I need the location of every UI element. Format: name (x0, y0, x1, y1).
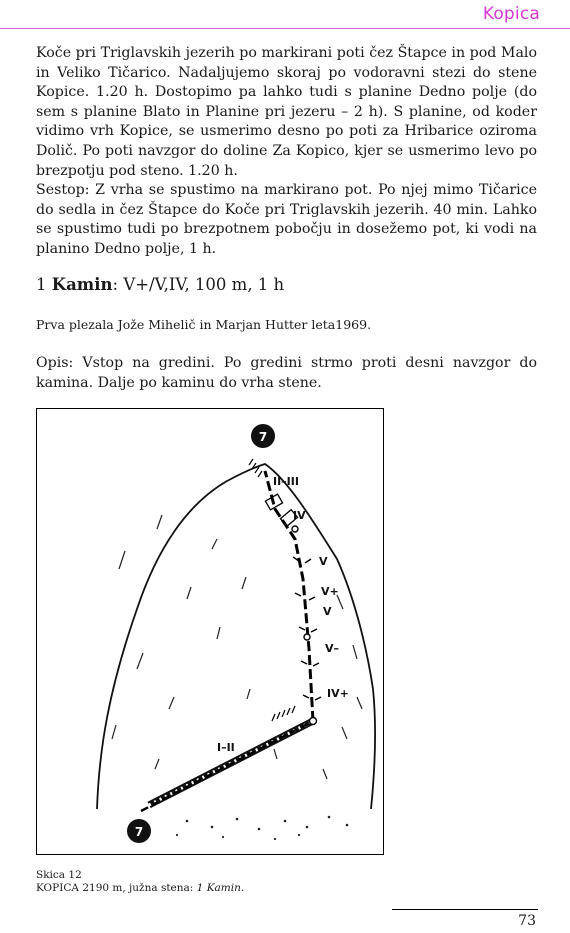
first-ascent-note: Prva plezala Jože Mihelič in Marjan Hutter leta1969. (36, 317, 372, 332)
route-details: : V+/V,IV, 100 m, 1 h (112, 275, 285, 294)
header-rule (0, 28, 570, 29)
grade-label: IV+ (327, 687, 349, 700)
start-marker-label: 7 (134, 825, 144, 839)
approach-paragraph: Koče pri Triglavskih jezerih po markirani poti čez Štapce in pod Malo in Veliko Tičarico. Nadaljujemo skoraj po vodoravni stezi do stene Kopice. 1.20 h. Dostopimo pa lahko tudi s planine Dedno polje (do sem s planine Blato in Planine pri jezeru – 2 h). S planine, od koder vidimo vrh Kopice, se usmerimo desno po poti za Hribarice oziroma Dolič. Po poti navzgor do doline Za Kopico, kjer se usmerimo levo po brezpotju pod steno. 1.20 h. (36, 45, 537, 179)
footer-rule (392, 909, 538, 910)
grade-label: II–III (273, 475, 299, 488)
grade-label: V (323, 605, 332, 618)
caption-line-1: Skica 12 (36, 869, 82, 881)
route-number: 1 (36, 275, 47, 294)
figure-caption (36, 869, 244, 895)
grade-label: V+ (321, 585, 339, 598)
page-header-title: Kopica (482, 4, 540, 24)
scree-dots (176, 816, 348, 840)
summit-marker-label: 7 (258, 430, 268, 444)
route-name: Kamin (51, 275, 113, 294)
route-heading (36, 275, 284, 294)
descent-paragraph: Sestop: Z vrha se spustimo na markirano pot. Po njej mimo Tičarice do sedla in čez Štapce do Koče pri Triglavskih jezerih. 40 min. Lahko se spustimo tudi po brezpotnem pobočju in dosežemo pot, ki vodi na planino Dedno polje, 1 h. (36, 182, 537, 257)
grade-label: I–II (217, 741, 235, 754)
topo-sketch (36, 408, 384, 855)
grade-label: IV (293, 509, 306, 522)
summit-marker (251, 424, 275, 448)
route-description: Opis: Vstop na gredini. Po gredini strmo proti desni navzgor do kamina. Dalje po kaminu do vrha stene. (36, 355, 537, 391)
topo-drawing (37, 409, 385, 856)
approach-section (36, 44, 537, 260)
caption-text: KOPICA 2190 m, južna stena: (36, 882, 197, 894)
grade-label: V (319, 555, 328, 568)
page-number: 73 (518, 913, 536, 929)
grade-label: V– (325, 642, 340, 655)
caption-route-name: 1 Kamin. (196, 882, 245, 894)
caption-line-2 (36, 882, 244, 895)
start-marker (127, 819, 151, 843)
belay-stations (292, 526, 317, 725)
